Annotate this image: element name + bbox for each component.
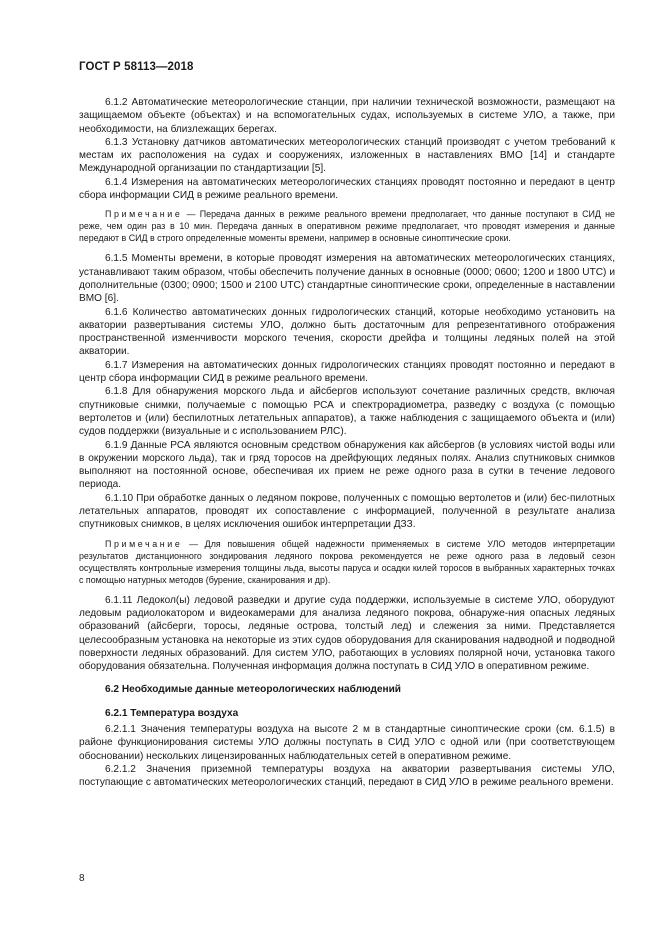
paragraph-6-1-8: 6.1.8 Для обнаружения морского льда и айсбергов используют сочетание различных средств, включая спутниковые снимки, получаемые с помощью РСА и спектрорадиометра, разведку с воздуха (с помощью вертолетов и (или) беспилотных летательных аппаратов), а также наблюдения с защищаемого объекта и (или) судов поддержки (визуальные и с использованием РЛС).: [79, 386, 615, 438]
paragraph-6-1-6: 6.1.6 Количество автоматических донных гидрологических станций, которые необходимо установить на акватории развертывания системы УЛО, должно быть достаточным для репрезентативного отображения пространственной изменчивости морского течения, скорости дрейфа и толщины ледяных полей на этой акватории.: [79, 306, 615, 358]
paragraph-6-1-11: 6.1.11 Ледокол(ы) ледовой разведки и другие суда поддержки, используемые в системе УЛО, оборудуют ледовым радиолокатором и видеокамерами для анализа ледяного покрова, обнаруже-ния опасных ледяных образований (айсберги, торосы, ледяные острова, толстый лед) и слежения за ними. Представляется целесообразным установка на некоторые из этих судов оборудования для сканирования надводной и подводной поверхности ледяных образований. Для систем УЛО, работающих в условиях полярной ночи, установка такого оборудования обязательна. Полученная информация должна поступать в СИД УЛО в оперативном режиме.: [79, 594, 615, 673]
paragraph-6-1-9: 6.1.9 Данные РСА являются основным средством обнаружения как айсбергов (в условиях чистой воды или в окружении морского льда), так и гряд торосов на дрейфующих ледяных полях. Анализ спутниковых снимков выполняют на постоянной основе, обеспечивая их прием не реже одного раза в сутки в течение ледового периода.: [79, 439, 615, 491]
paragraph-6-2-1-2: 6.2.1.2 Значения приземной температуры воздуха на акватории развертывания системы УЛО, поступающие с автоматических метеорологических станций, передают в СИД УЛО в режиме реального времени.: [79, 763, 615, 789]
paragraph-6-1-3: 6.1.3 Установку датчиков автоматических метеорологических станций производят с учетом требований к местам их расположения на судах и сооружениях, изложенных в наставлениях ВМО [14] и стандарте Международной организации по стандартизации [5].: [79, 136, 615, 175]
paragraph-6-1-4: 6.1.4 Измерения на автоматических метеорологических станциях проводят постоянно и передают в центр сбора информации СИД в режиме реального времени.: [79, 176, 615, 202]
paragraph-6-1-5: 6.1.5 Моменты времени, в которые проводят измерения на автоматических метеорологических станциях, устанавливают таким образом, чтобы обеспечить получение данных в основные (0000; 0600; 1200 и 1800 UTC) и дополнительные (0300; 0900; 1500 и 2100 UTC) стандартные синоптические сроки, определенные в наставлении ВМО [6].: [79, 253, 615, 305]
subsection-heading-6-2-1: 6.2.1 Температура воздуха: [105, 707, 239, 719]
paragraph-6-1-7: 6.1.7 Измерения на автоматических донных гидрологических станциях проводят постоянно и передают в центр сбора информации СИД в режиме реального времени.: [79, 359, 615, 385]
paragraph-6-1-2: 6.1.2 Автоматические метеорологические станции, при наличии технической возможности, размещают на защищаемом объекте (объектах) и на вспомогательных судах, используемых в системе УЛО, а также, при необходимости, на близлежащих берегах.: [79, 97, 615, 135]
note-text: — Для повышения общей надежности применяемых в системе УЛО методов интерпретации результатов дистанционного зондирования ледяного покрова рекомендуется не реже одного раза в ледовый сезон осуществлять контрольные измерения толщины льда, высоты паруса и осадки килей торосов в выбранных характерных точках с помощью натурных методов (бурение, сканирования и др).: [79, 538, 615, 585]
note-realtime: [79, 208, 615, 244]
document-body: [79, 96, 615, 789]
page-number: 8: [79, 873, 85, 884]
document-header: ГОСТ Р 58113—2018: [79, 61, 194, 73]
note-label: Примечание: [105, 209, 183, 220]
paragraph-6-2-1-1: 6.2.1.1 Значения температуры воздуха на высоте 2 м в стандартные синоптические сроки (см. 6.1.5) в районе функционирования системы УЛО должны поступать в СИД УЛО с одной или (при соответствующем обосновании) нескольких лицензированных наблюдательных сетей в оперативном режиме.: [79, 723, 615, 762]
note-reliability: [79, 538, 615, 586]
section-heading-6-2: 6.2 Необходимые данные метеорологических наблюдений: [105, 684, 402, 696]
note-text: — Передача данных в режиме реального времени предполагает, что данные поступают в СИД не реже, чем один раз в 10 мин. Передача данных в оперативном режиме предполагает, что проводят измерения и данные передают в СИД в строго определенные моменты времени, например в основные синоптические сроки.: [79, 209, 615, 244]
note-label: Примечание: [105, 538, 183, 549]
paragraph-6-1-10: 6.1.10 При обработке данных о ледяном покрове, полученных с помощью вертолетов и (или) бес-пилотных летательных аппаратов, проводят их сопоставление с информацией, полученной в результате анализа спутниковых снимков, в целях исключения ошибок интерпретации ДЗЗ.: [79, 492, 615, 531]
